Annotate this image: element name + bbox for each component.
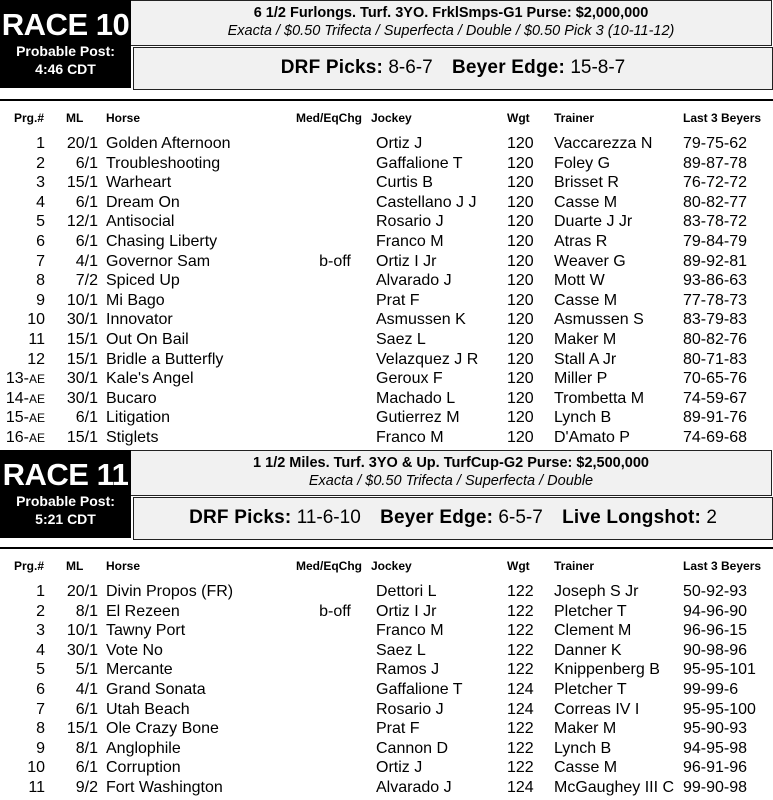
morning-line-odds: 12/1 [66, 213, 98, 231]
entry-row [0, 212, 773, 232]
trainer-name: Casse M [554, 193, 618, 211]
last-3-beyers: 79-75-62 [683, 135, 748, 152]
weight: 120 [507, 272, 534, 290]
horse-name: El Rezeen [106, 602, 180, 620]
last-3-beyers: 83-78-72 [683, 213, 748, 231]
last-3-beyers: 89-92-81 [683, 252, 748, 270]
program-number [0, 408, 45, 429]
jockey-name: Alvarado J [376, 778, 452, 796]
last-3-beyers: 95-95-101 [683, 661, 756, 679]
picks-box [133, 497, 773, 540]
morning-line-odds: 30/1 [66, 389, 98, 407]
trainer-name: Brisset R [554, 174, 619, 192]
trainer-name: McGaughey III C [554, 778, 675, 796]
entry-row [0, 193, 773, 213]
morning-line-odds: 30/1 [66, 311, 98, 329]
trainer-name: Casse M [554, 291, 618, 309]
program-number: 4 [36, 641, 45, 659]
program-number: 1 [36, 583, 45, 600]
col-med: Med/EqChg [296, 111, 362, 125]
last-3-beyers: 74-69-68 [683, 428, 748, 446]
race-badge [0, 450, 131, 538]
jockey-name: Gutierrez M [376, 409, 460, 427]
last-3-beyers: 89-91-76 [683, 409, 748, 427]
morning-line-odds: 4/1 [75, 680, 98, 698]
col-beyers: Last 3 Beyers [683, 559, 762, 573]
also-eligible-tag: AE [28, 430, 45, 445]
race-header [0, 0, 773, 90]
live-longshot-label: Live Longshot: [562, 507, 702, 528]
entry-row [0, 389, 773, 409]
horse-name: Anglophile [106, 739, 181, 757]
entry-row [0, 621, 773, 641]
drf-picks-value: 8-6-7 [388, 57, 433, 78]
morning-line-odds: 6/1 [75, 232, 98, 250]
weight: 122 [507, 622, 534, 640]
program-number: 10 [27, 311, 45, 329]
morning-line-odds: 6/1 [75, 193, 98, 211]
morning-line-odds: 20/1 [66, 135, 98, 152]
program-number: 5 [36, 661, 45, 679]
post-label: Probable Post: [16, 493, 115, 509]
col-ml: ML [66, 559, 84, 573]
horse-name: Bucaro [106, 389, 157, 407]
horse-name: Innovator [106, 311, 173, 329]
col-prg: Prg.# [14, 559, 45, 573]
trainer-name: Danner K [554, 641, 622, 659]
horse-name: Tawny Port [106, 622, 186, 640]
last-3-beyers: 50-92-93 [683, 583, 748, 600]
trainer-name: Pletcher T [554, 602, 627, 620]
jockey-name: Dettori L [376, 583, 437, 600]
col-jockey: Jockey [371, 111, 412, 125]
last-3-beyers: 89-87-78 [683, 154, 748, 172]
jockey-name: Rosario J [376, 700, 444, 718]
col-med: Med/EqChg [296, 559, 362, 573]
program-number [0, 369, 45, 390]
weight: 122 [507, 661, 534, 679]
entry-row [0, 408, 773, 428]
last-3-beyers: 99-99-6 [683, 680, 739, 698]
horse-name: Corruption [106, 759, 181, 777]
weight: 124 [507, 700, 534, 718]
last-3-beyers: 96-91-96 [683, 759, 748, 777]
col-wgt: Wgt [507, 559, 530, 573]
last-3-beyers: 94-96-90 [683, 602, 748, 620]
drf-picks-label: DRF Picks: [189, 507, 292, 528]
jockey-name: Saez L [376, 330, 426, 348]
horse-name: Chasing Liberty [106, 232, 218, 250]
beyer-edge-label: Beyer Edge: [380, 507, 494, 528]
last-3-beyers: 77-78-73 [683, 291, 748, 309]
race-header [0, 450, 773, 540]
weight: 120 [507, 193, 534, 211]
jockey-name: Gaffalione T [376, 680, 463, 698]
col-trainer: Trainer [554, 559, 595, 573]
trainer-name: D'Amato P [554, 428, 630, 446]
weight: 120 [507, 311, 534, 329]
jockey-name: Velazquez J R [376, 350, 479, 368]
trainer-name: Miller P [554, 370, 608, 388]
also-eligible-tag: AE [28, 411, 45, 426]
last-3-beyers: 90-98-96 [683, 641, 748, 659]
horse-name: Mercante [106, 661, 173, 679]
last-3-beyers: 99-90-98 [683, 778, 748, 796]
last-3-beyers: 80-71-83 [683, 350, 748, 368]
trainer-name: Casse M [554, 759, 618, 777]
weight: 120 [507, 428, 534, 446]
horse-name: Warheart [106, 174, 172, 192]
race-title: RACE 11 [2, 457, 129, 492]
morning-line-odds: 8/1 [75, 739, 98, 757]
trainer-name: Vaccarezza N [554, 135, 653, 152]
program-number: 3 [36, 174, 45, 192]
post-time: 5:21 CDT [35, 511, 96, 527]
entry-row [0, 719, 773, 739]
trainer-name: Joseph S Jr [554, 583, 639, 600]
jockey-name: Prat F [376, 291, 420, 309]
horse-name: Antisocial [106, 213, 175, 231]
entry-row [0, 252, 773, 272]
jockey-name: Asmussen K [376, 311, 466, 329]
col-jockey: Jockey [371, 559, 412, 573]
entries-table-body [0, 582, 773, 798]
weight: 120 [507, 350, 534, 368]
last-3-beyers: 80-82-76 [683, 330, 748, 348]
horse-name: Golden Afternoon [106, 135, 231, 152]
entry-row [0, 758, 773, 778]
entry-row [0, 154, 773, 174]
weight: 120 [507, 213, 534, 231]
last-3-beyers: 95-90-93 [683, 720, 748, 738]
program-number: 6 [36, 232, 45, 250]
horse-name: Out On Bail [106, 330, 189, 348]
last-3-beyers: 83-79-83 [683, 311, 748, 329]
horse-name: Spiced Up [106, 272, 180, 290]
med-eq-change: b-off [319, 602, 351, 620]
jockey-name: Ortiz I Jr [376, 602, 437, 620]
weight: 120 [507, 174, 534, 192]
jockey-name: Castellano J J [376, 193, 477, 211]
weight: 120 [507, 232, 534, 250]
program-number [0, 428, 45, 449]
trainer-name: Lynch B [554, 739, 612, 757]
weight: 120 [507, 389, 534, 407]
horse-name: Litigation [106, 409, 171, 427]
jockey-name: Curtis B [376, 174, 433, 192]
program-number: 9 [36, 291, 45, 309]
last-3-beyers: 76-72-72 [683, 174, 748, 192]
weight: 120 [507, 291, 534, 309]
jockey-name: Franco M [376, 428, 444, 446]
picks-box [133, 47, 773, 90]
morning-line-odds: 10/1 [66, 622, 98, 640]
entry-row [0, 369, 773, 389]
race-title: RACE 10 [1, 7, 130, 42]
weight: 122 [507, 759, 534, 777]
jockey-name: Franco M [376, 232, 444, 250]
entry-row [0, 778, 773, 798]
post-label: Probable Post: [16, 43, 115, 59]
program-number-value: 16- [5, 428, 29, 446]
morning-line-odds: 30/1 [66, 641, 98, 659]
horse-name: Vote No [106, 641, 163, 659]
race-11-section [0, 450, 773, 796]
last-3-beyers: 80-82-77 [683, 193, 748, 211]
also-eligible-tag: AE [28, 372, 45, 387]
trainer-name: Asmussen S [554, 311, 644, 329]
program-number: 4 [36, 193, 45, 211]
col-prg: Prg.# [14, 111, 45, 125]
program-number: 7 [36, 252, 45, 270]
morning-line-odds: 6/1 [75, 759, 98, 777]
jockey-name: Ortiz J [376, 135, 423, 152]
jockey-name: Prat F [376, 720, 420, 738]
weight: 122 [507, 602, 534, 620]
horse-name: Dream On [106, 193, 180, 211]
also-eligible-tag: AE [28, 391, 45, 406]
horse-name: Bridle a Butterfly [106, 350, 224, 368]
jockey-name: Ramos J [376, 661, 440, 679]
entry-row [0, 271, 773, 291]
entry-row [0, 582, 773, 602]
col-beyers: Last 3 Beyers [683, 111, 762, 125]
entry-row [0, 739, 773, 759]
morning-line-odds: 10/1 [66, 291, 98, 309]
morning-line-odds: 20/1 [66, 583, 98, 600]
morning-line-odds: 6/1 [75, 154, 98, 172]
trainer-name: Foley G [554, 154, 611, 172]
morning-line-odds: 30/1 [66, 370, 98, 388]
jockey-name: Ortiz J [376, 759, 423, 777]
morning-line-odds: 5/1 [75, 661, 98, 679]
morning-line-odds: 15/1 [66, 350, 98, 368]
med-eq-change: b-off [319, 252, 351, 270]
jockey-name: Ortiz I Jr [376, 252, 437, 270]
col-horse: Horse [106, 559, 141, 573]
entry-row [0, 310, 773, 330]
horse-name: Fort Washington [106, 778, 223, 796]
col-trainer: Trainer [554, 111, 595, 125]
program-number: 11 [28, 330, 45, 348]
last-3-beyers: 70-65-76 [683, 370, 748, 388]
morning-line-odds: 15/1 [66, 428, 98, 446]
horse-name: Utah Beach [106, 700, 190, 718]
jockey-name: Rosario J [376, 213, 444, 231]
beyer-edge-label: Beyer Edge: [451, 57, 566, 78]
race-conditions: 6 1/2 Furlongs. Turf. 3YO. FrklSmps-G1 Purse: $2,000,000 [253, 5, 649, 21]
horse-name: Mi Bago [106, 291, 165, 309]
weight: 122 [507, 641, 534, 659]
horse-name: Stiglets [106, 428, 159, 446]
jockey-name: Gaffalione T [376, 154, 463, 172]
trainer-name: Trombetta M [554, 389, 645, 407]
entry-row [0, 134, 773, 154]
morning-line-odds: 4/1 [75, 252, 98, 270]
entry-row [0, 350, 773, 370]
morning-line-odds: 7/2 [75, 272, 98, 290]
program-number: 3 [36, 622, 45, 640]
race-info-box [131, 450, 772, 496]
morning-line-odds: 8/1 [75, 602, 98, 620]
drf-picks-label: DRF Picks: [280, 57, 384, 78]
trainer-name: Knippenberg B [554, 661, 660, 679]
trainer-name: Lynch B [554, 409, 612, 427]
entry-row [0, 602, 773, 622]
weight: 124 [507, 778, 534, 796]
post-time: 4:46 CDT [35, 61, 96, 77]
program-number: 8 [36, 720, 45, 738]
last-3-beyers: 74-59-67 [683, 389, 748, 407]
entry-row [0, 700, 773, 720]
col-horse: Horse [106, 111, 141, 125]
entry-row [0, 680, 773, 700]
weight: 120 [507, 409, 534, 427]
wager-types: Exacta / $0.50 Trifecta / Superfecta / Double [308, 473, 594, 489]
trainer-name: Stall A Jr [554, 350, 617, 368]
program-number: 2 [36, 154, 45, 172]
program-number: 9 [36, 739, 45, 757]
entry-row [0, 291, 773, 311]
entries-table-header [0, 99, 773, 133]
horse-name: Ole Crazy Bone [106, 720, 219, 738]
jockey-name: Franco M [376, 622, 444, 640]
wager-types: Exacta / $0.50 Trifecta / Superfecta / Double / $0.50 Pick 3 (10-11-12) [227, 23, 675, 39]
weight: 120 [507, 330, 534, 348]
col-ml: ML [66, 111, 84, 125]
col-wgt: Wgt [507, 111, 530, 125]
last-3-beyers: 94-95-98 [683, 739, 748, 757]
horse-name: Grand Sonata [106, 680, 206, 698]
weight: 120 [507, 252, 534, 270]
trainer-name: Maker M [554, 330, 617, 348]
program-number: 5 [36, 213, 45, 231]
race-conditions: 1 1/2 Miles. Turf. 3YO & Up. TurfCup-G2 Purse: $2,500,000 [253, 455, 649, 471]
entry-row [0, 330, 773, 350]
program-number: 11 [28, 778, 45, 796]
program-number: 7 [36, 700, 45, 718]
drf-picks-value: 11-6-10 [296, 507, 361, 528]
weight: 124 [507, 680, 534, 698]
last-3-beyers: 95-95-100 [683, 700, 756, 718]
morning-line-odds: 6/1 [75, 700, 98, 718]
jockey-name: Alvarado J [376, 272, 452, 290]
program-number: 6 [36, 680, 45, 698]
entry-row [0, 641, 773, 661]
program-number: 2 [36, 602, 45, 620]
program-number [0, 389, 45, 410]
entry-row [0, 660, 773, 680]
trainer-name: Weaver G [554, 252, 626, 270]
program-number: 1 [36, 135, 45, 152]
weight: 120 [507, 154, 534, 172]
trainer-name: Maker M [554, 720, 617, 738]
trainer-name: Correas IV I [554, 700, 640, 718]
entry-row [0, 232, 773, 252]
jockey-name: Saez L [376, 641, 426, 659]
program-number-value: 13- [5, 370, 29, 388]
weight: 122 [507, 583, 534, 600]
last-3-beyers: 96-96-15 [683, 622, 748, 640]
morning-line-odds: 15/1 [66, 174, 98, 192]
race-info-box [131, 0, 772, 46]
program-number: 8 [36, 272, 45, 290]
horse-name: Governor Sam [106, 252, 211, 270]
trainer-name: Duarte J Jr [554, 213, 633, 231]
race-badge [0, 0, 131, 88]
horse-name: Divin Propos (FR) [106, 583, 234, 600]
morning-line-odds: 6/1 [75, 409, 98, 427]
last-3-beyers: 79-84-79 [683, 232, 748, 250]
morning-line-odds: 15/1 [66, 330, 98, 348]
horse-name: Kale's Angel [106, 370, 194, 388]
jockey-name: Geroux F [376, 370, 443, 388]
beyer-edge-value: 15-8-7 [570, 57, 626, 78]
trainer-name: Mott W [554, 272, 605, 290]
program-number: 12 [27, 350, 45, 368]
program-number-value: 14- [5, 389, 29, 407]
program-number: 10 [27, 759, 45, 777]
trainer-name: Clement M [554, 622, 632, 640]
entries-table-header [0, 547, 773, 581]
weight: 122 [507, 720, 534, 738]
entry-row [0, 428, 773, 448]
trainer-name: Atras R [554, 232, 608, 250]
jockey-name: Machado L [376, 389, 456, 407]
weight: 120 [507, 370, 534, 388]
weight: 120 [507, 135, 534, 152]
morning-line-odds: 9/2 [75, 778, 98, 796]
live-longshot-value: 2 [706, 507, 717, 528]
entry-row [0, 173, 773, 193]
jockey-name: Cannon D [376, 739, 449, 757]
program-number-value: 15- [5, 409, 29, 427]
weight: 122 [507, 739, 534, 757]
horse-name: Troubleshooting [106, 154, 221, 172]
trainer-name: Pletcher T [554, 680, 627, 698]
morning-line-odds: 15/1 [66, 720, 98, 738]
last-3-beyers: 93-86-63 [683, 272, 748, 290]
entries-table-body [0, 134, 773, 448]
beyer-edge-value: 6-5-7 [498, 507, 543, 528]
